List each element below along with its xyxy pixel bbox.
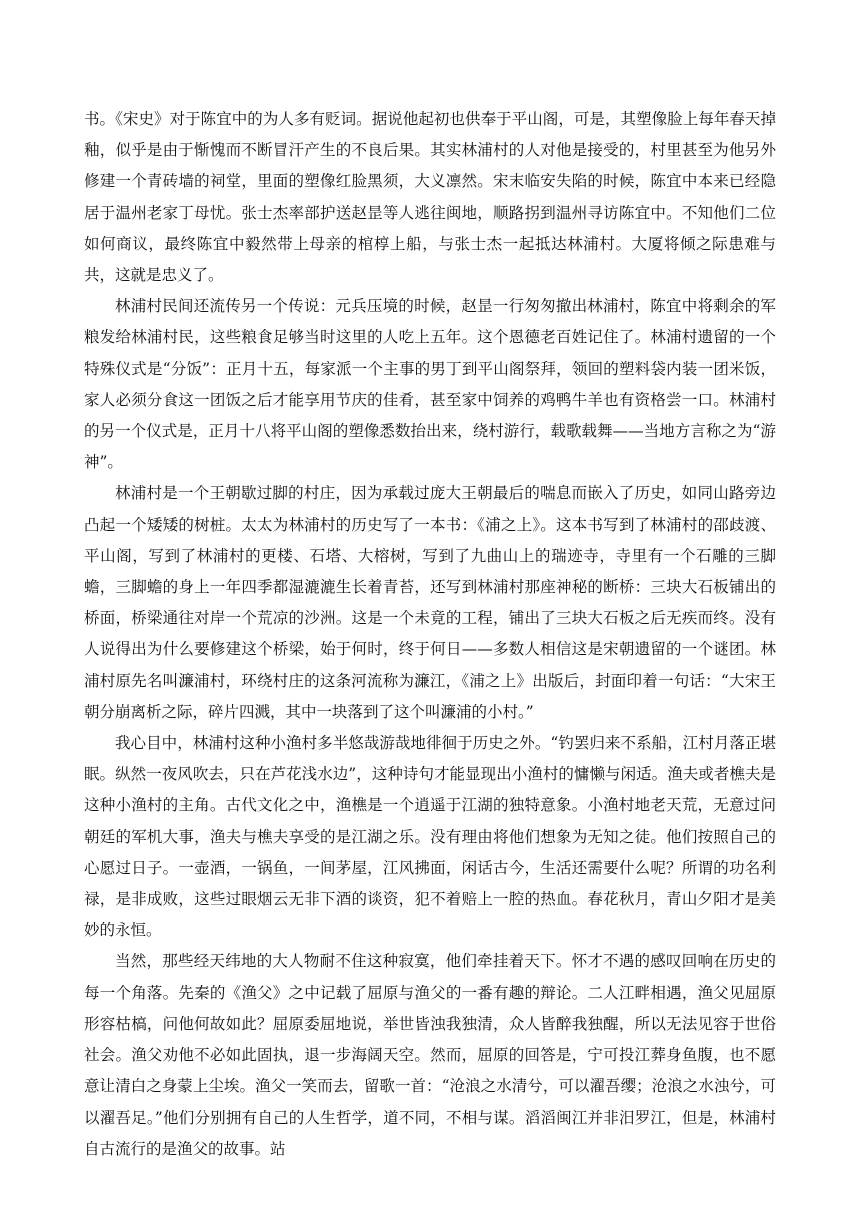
paragraph-fenfan-legend: 林浦村民间还流传另一个传说：元兵压境的时候，赵昰一行匆匆撤出林浦村，陈宜中将剩余的军粮发给林浦村民，这些粮食足够当时这里的人吃上五年。这个恩德老百姓记住了。林浦村遗留的一个特殊仪式是“分饭”：正月十五，每家派一个主事的男丁到平山阁祭拜，领回的塑料袋内装一团米饭，家人必须分食这一团饭之后才能享用节庆的佳肴，甚至家中饲养的鸡鸭牛羊也有资格尝一口。林浦村的另一个仪式是，正月十八将平山阁的塑像悉数抬出来，绕村游行，载歌载舞——当地方言称之为“游神”。 (84, 297, 776, 472)
paragraph-continued: 书。《宋史》对于陈宜中的为人多有贬词。据说他起初也供奉于平山阁，可是，其塑像脸上每年春天掉釉，似乎是由于惭愧而不断冒汗产生的不良后果。其实林浦村的人对他是接受的，村里甚至为他另外修建一个青砖墙的祠堂，里面的塑像红脸黑须，大义凛然。宋末临安失陷的时候，陈宜中本来已经隐居于温州老家丁母忧。张士杰率部护送赵昰等人逃往闽地，顺路拐到温州寻访陈宜中。不知他们二位如何商议，最终陈宜中毅然带上母亲的棺椁上船，与张士杰一起抵达林浦村。大厦将倾之际患难与共，这就是忠义了。 (84, 110, 776, 285)
paragraph-fishing-village: 我心目中，林浦村这种小渔村多半悠哉游哉地徘徊于历史之外。“钓罢归来不系船，江村月落正堪眠。纵然一夜风吹去，只在芦花浅水边”，这种诗句才能显现出小渔村的慵懒与闲适。渔夫或者樵夫是这种小渔村的主角。古代文化之中，渔樵是一个逍遥于江湖的独特意象。小渔村地老天荒，无意过问朝廷的军机大事，渔夫与樵夫享受的是江湖之乐。没有理由将他们想象为无知之徒。他们按照自己的心愿过日子。一壶酒，一锅鱼，一间茅屋，江风拂面，闲话古今，生活还需要什么呢？所谓的功名利禄，是非成败，这些过眼烟云无非下酒的谈资，犯不着赔上一腔的热血。春花秋月，青山夕阳才是美妙的永恒。 (84, 734, 776, 940)
paragraph-pu-zhi-shang: 林浦村是一个王朝歇过脚的村庄，因为承载过庞大王朝最后的喘息而嵌入了历史，如同山路旁边凸起一个矮矮的树桩。太太为林浦村的历史写了一本书：《浦之上》。这本书写到了林浦村的邵歧渡、平山阁，写到了林浦村的更楼、石塔、大榕树，写到了九曲山上的瑞迹寺，寺里有一个石雕的三脚蟾，三脚蟾的身上一年四季都湿漉漉生长着青苔，还写到林浦村那座神秘的断桥：三块大石板铺出的桥面，桥梁通往对岸一个荒凉的沙洲。这是一个未竟的工程，铺出了三块大石板之后无疾而终。没有人说得出为什么要修建这个桥梁，始于何时，终于何日——多数人相信这是宋朝遗留的一个谜团。林浦村原先名叫濂浦村，环绕村庄的这条河流称为濂江，《浦之上》出版后，封面印着一句话：“大宋王朝分崩离析之际，碎片四溅，其中一块落到了这个叫濂浦的小村。” (84, 484, 776, 721)
article-body (84, 104, 776, 1165)
paragraph-yufu: 当然，那些经天纬地的大人物耐不住这种寂寞，他们牵挂着天下。怀才不遇的感叹回响在历史的每一个角落。先秦的《渔父》之中记载了屈原与渔父的一番有趣的辩论。二人江畔相遇，渔父见屈原形容枯槁，问他何故如此？屈原委屈地说，举世皆浊我独清，众人皆醉我独醒，所以无法见容于世俗社会。渔父劝他不必如此固执，退一步海阔天空。然而，屈原的回答是，宁可投江葬身鱼腹，也不愿意让清白之身蒙上尘埃。渔父一笑而去，留歌一首：“沧浪之水清兮，可以濯吾缨；沧浪之水浊兮，可以濯吾足。”他们分别拥有自己的人生哲学，道不同，不相与谋。滔滔闽江并非汨罗江，但是，林浦村自古流行的是渔父的故事。站 (84, 952, 776, 1158)
